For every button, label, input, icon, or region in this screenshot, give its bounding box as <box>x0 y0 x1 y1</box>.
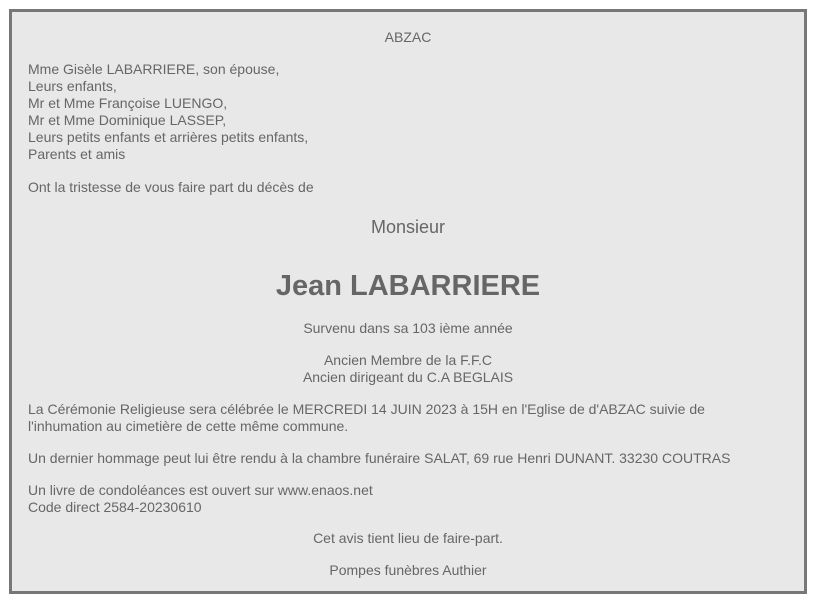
condolence-block <box>28 482 373 516</box>
funeral-home: Pompes funèbres Authier <box>329 562 487 578</box>
honorific-title: Monsieur <box>370 217 446 237</box>
commune-heading: ABZAC <box>384 29 432 45</box>
notice-disclaimer: Cet avis tient lieu de faire-part. <box>313 530 503 546</box>
roles-block <box>12 352 804 386</box>
family-line: Leurs enfants, <box>28 78 117 94</box>
family-line: Mme Gisèle LABARRIERE, son épouse, <box>28 61 280 77</box>
obituary-notice <box>9 9 807 594</box>
condolence-line: Code direct 2584-20230610 <box>28 499 202 515</box>
family-line: Parents et amis <box>28 146 126 162</box>
age-line: Survenu dans sa 103 ième année <box>303 320 513 336</box>
ceremony-block <box>28 401 705 435</box>
tribute-text: Un dernier hommage peut lui être rendu à la chambre funéraire SALAT, 69 rue Henri DUNANT. 33230 COUTRAS <box>28 450 731 466</box>
ceremony-line: La Cérémonie Religieuse sera célébrée le MERCREDI 14 JUIN 2023 à 15H en l'Eglise de d'ABZAC suivie de <box>28 401 705 417</box>
role-line: Ancien dirigeant du C.A BEGLAIS <box>302 369 514 385</box>
deceased-name: Jean LABARRIERE <box>275 270 541 302</box>
family-line: Leurs petits enfants et arrières petits enfants, <box>28 129 309 145</box>
role-line: Ancien Membre de la F.F.C <box>323 352 493 368</box>
family-list <box>28 61 308 163</box>
family-line: Mr et Mme Françoise LUENGO, <box>28 95 228 111</box>
condolence-line: Un livre de condoléances est ouvert sur www.enaos.net <box>28 482 373 498</box>
ceremony-line: l'inhumation au cimetière de cette même commune. <box>28 418 349 434</box>
family-line: Mr et Mme Dominique LASSEP, <box>28 112 227 128</box>
announcement-text: Ont la tristesse de vous faire part du décès de <box>28 179 314 195</box>
